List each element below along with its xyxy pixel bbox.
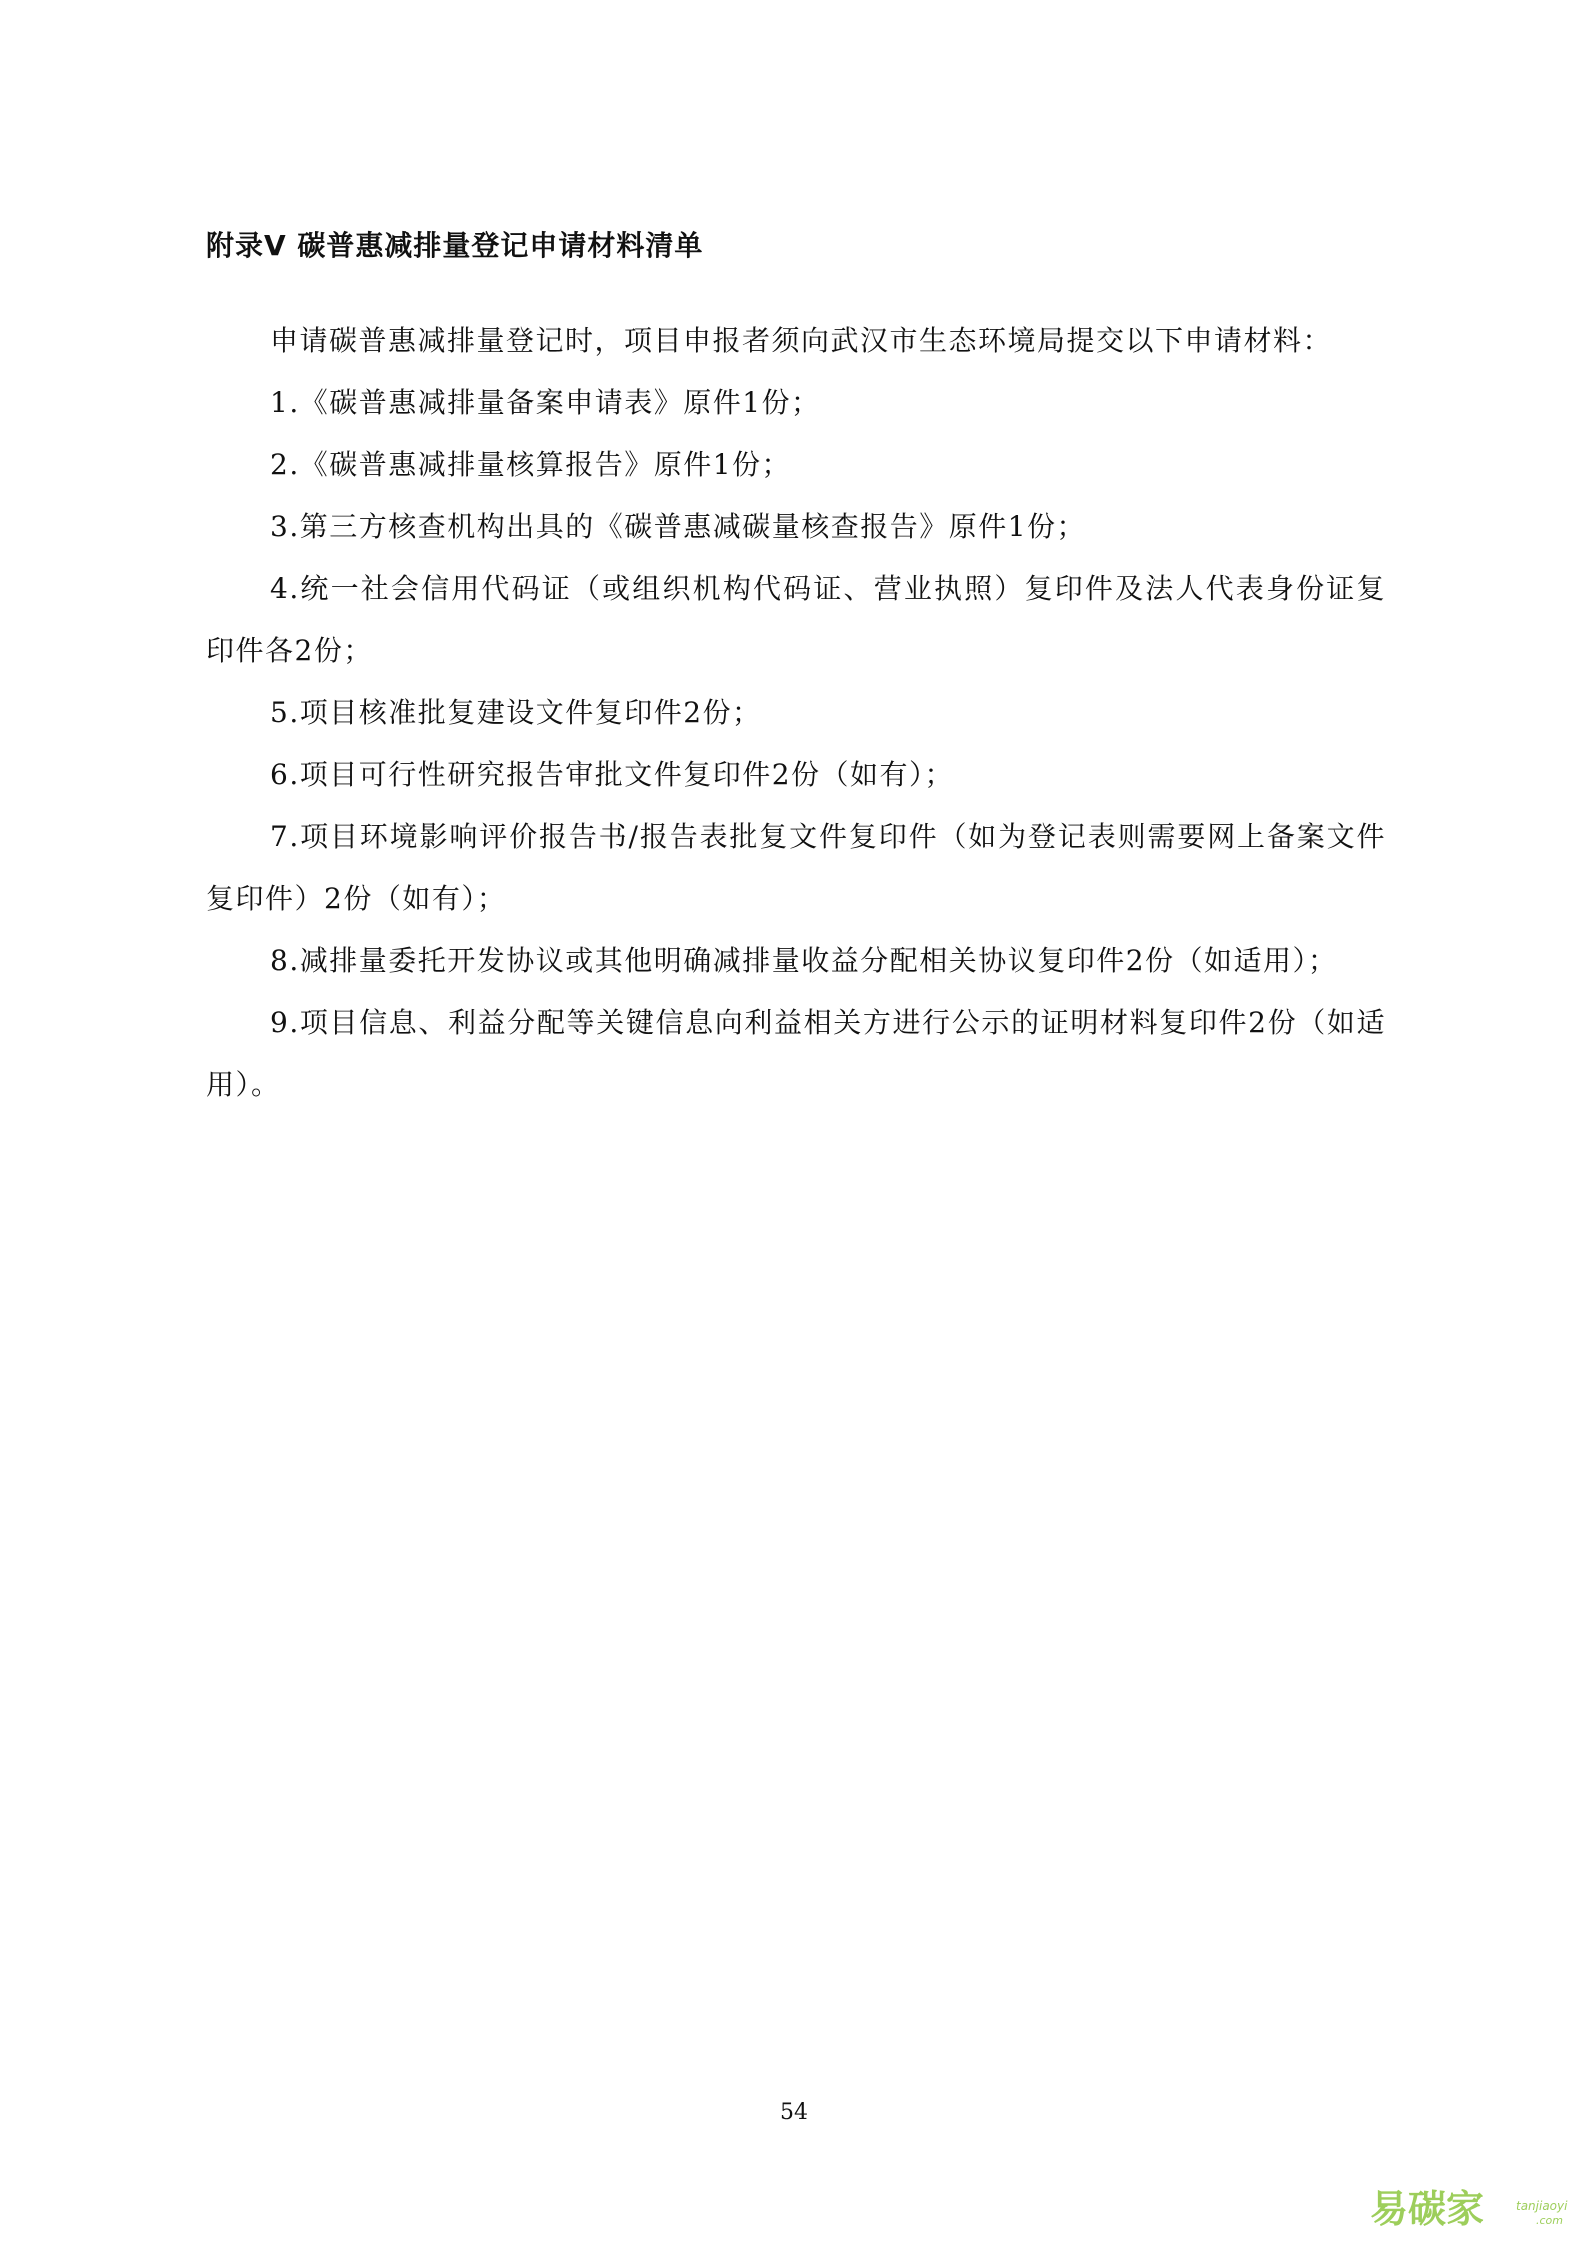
list-item: 4.统一社会信用代码证（或组织机构代码证、营业执照）复印件及法人代表身份证复印件各2份； xyxy=(206,572,1386,667)
list-item: 8.减排量委托开发协议或其他明确减排量收益分配相关协议复印件2份（如适用）； xyxy=(270,944,1338,977)
watermark-logo xyxy=(1368,2180,1578,2236)
list-item: 7.项目环境影响评价报告书/报告表批复文件复印件（如为登记表则需要网上备案文件复印件）2份（如有）； xyxy=(206,820,1386,915)
list-item: 5.项目核准批复建设文件复印件2份； xyxy=(270,696,762,729)
intro-paragraph: 申请碳普惠减排量登记时，项目申报者须向武汉市生态环境局提交以下申请材料： xyxy=(270,324,1333,357)
list-item: 2.《碳普惠减排量核算报告》原件1份； xyxy=(270,448,792,481)
list-item: 3.第三方核查机构出具的《碳普惠减碳量核查报告》原件1份； xyxy=(270,510,1087,543)
list-item: 6.项目可行性研究报告审批文件复印件2份（如有）； xyxy=(270,758,955,791)
list-item: 1.《碳普惠减排量备案申请表》原件1份； xyxy=(270,386,821,419)
svg-text:.com: .com xyxy=(1536,2214,1563,2227)
svg-text:tanjiaoyi: tanjiaoyi xyxy=(1516,2199,1568,2213)
appendix-heading: 附录Ⅴ 碳普惠减排量登记申请材料清单 xyxy=(206,229,704,262)
page-number: 54 xyxy=(780,2100,808,2125)
document-body xyxy=(206,310,1386,1116)
list-item: 9.项目信息、利益分配等关键信息向利益相关方进行公示的证明材料复印件2份（如适用）。 xyxy=(206,1006,1386,1101)
svg-text:易碳家: 易碳家 xyxy=(1370,2187,1485,2231)
watermark-logo-icon xyxy=(1368,2180,1578,2236)
